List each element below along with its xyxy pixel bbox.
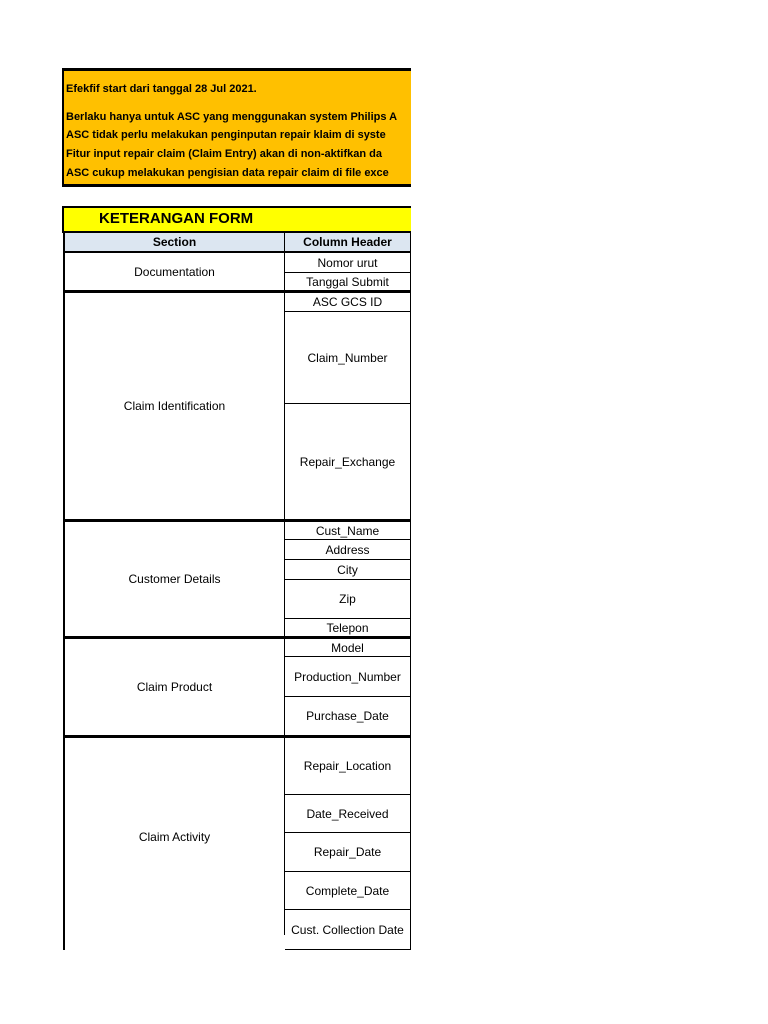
notice-line: Berlaku hanya untuk ASC yang menggunakan system Philips A: [66, 111, 398, 123]
column-cell: Model: [285, 639, 411, 657]
form-title: KETERANGAN FORM: [99, 210, 254, 227]
notice-line: ASC cukup melakukan pengisian data repair claim di file exce: [66, 167, 389, 179]
column-cell: Claim_Number: [285, 312, 411, 404]
column-cell: Purchase_Date: [285, 697, 411, 738]
column-cell: Cust_Name: [285, 522, 411, 540]
column-cell: Cust. Collection Date: [285, 910, 411, 950]
section-claim-activity: Claim Activity: [63, 738, 285, 935]
section-customer-details: Customer Details: [63, 522, 285, 639]
form-title-bar: [62, 206, 411, 233]
section-documentation: Documentation: [63, 253, 285, 293]
table-left-edge: [63, 935, 65, 950]
column-cell: Repair_Location: [285, 738, 411, 795]
notice-line: ASC tidak perlu melakukan penginputan repair klaim di syste: [66, 129, 386, 141]
column-cell: Tanggal Submit: [285, 273, 411, 293]
column-cell: City: [285, 560, 411, 580]
column-cell: Telepon: [285, 619, 411, 639]
column-cell: Zip: [285, 580, 411, 619]
section-column-header: Section: [63, 233, 285, 253]
column-cell: ASC GCS ID: [285, 293, 411, 312]
notice-box: [62, 68, 411, 187]
section-claim-product: Claim Product: [63, 639, 285, 738]
notice-line: Fitur input repair claim (Claim Entry) akan di non-aktifkan da: [66, 148, 382, 160]
column-cell: Complete_Date: [285, 872, 411, 910]
column-header-column-header: Column Header: [285, 233, 411, 253]
column-cell: Nomor urut: [285, 253, 411, 273]
column-cell: Production_Number: [285, 657, 411, 697]
notice-line: Efekfif start dari tanggal 28 Jul 2021.: [66, 83, 257, 95]
column-cell: Repair_Exchange: [285, 404, 411, 522]
column-cell: Repair_Date: [285, 833, 411, 872]
section-claim-identification: Claim Identification: [63, 293, 285, 522]
column-cell: Date_Received: [285, 795, 411, 833]
column-cell: Address: [285, 540, 411, 560]
